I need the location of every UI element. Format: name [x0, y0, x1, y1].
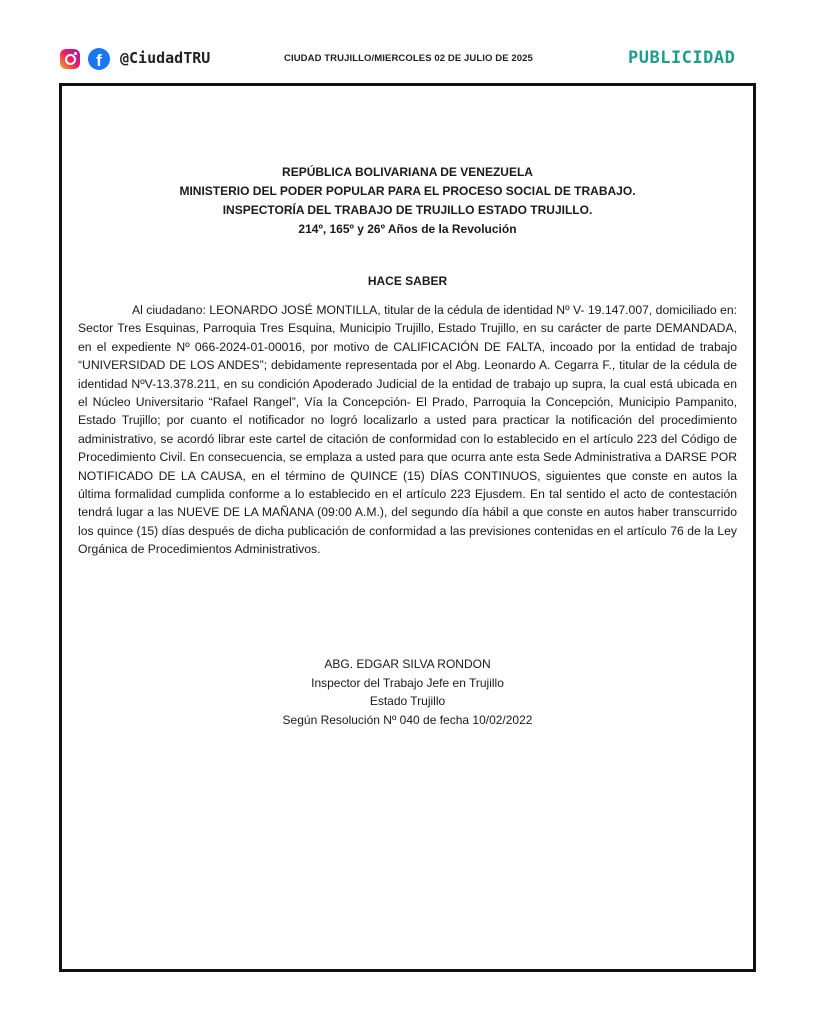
notice-header — [62, 163, 753, 239]
facebook-icon[interactable]: f — [88, 48, 110, 70]
header-line-republic: REPÚBLICA BOLIVARIANA DE VENEZUELA — [282, 165, 533, 179]
header-line-years: 214º, 165º y 26º Años de la Revolución — [298, 222, 517, 236]
notice-body: Al ciudadano: LEONARDO JOSÉ MONTILLA, titular de la cédula de identidad Nº V- 19.147.007, domiciliado en: Sector Tres Esquinas, Parroquia Tres Esquina, Municipio Trujillo, Estado Trujillo, en su carácter de parte DEMANDADA, en el expediente Nº 066-2024-01-00016, por motivo de CALIFICACIÓN DE FALTA, incoado por la entidad de trabajo “UNIVERSIDAD DE LOS ANDES”; debidamente representada por el Abg. Leonardo A. Cegarra F., titular de la cédula de identidad NºV-13.378.211, en su condición Apoderado Judicial de la entidad de trabajo up supra, la cual está ubicada en el Núcleo Universitario “Rafael Rangel”, Vía la Concepción- El Prado, Parroquia la Concepción, Municipio Pampanito, Estado Trujillo; por cuanto el notificador no logró localizarlo a usted para practicar la notificación del procedimiento administrativo, se acordó librar este cartel de citación de conformidad con lo establecido en el artículo 223 del Código de Procedimiento Civil. En consecuencia, se emplaza a usted para que ocurra ante esta Sede Administrativa a DARSE POR NOTIFICADO DE LA CAUSA, en el término de QUINCE (15) DÍAS CONTINUOS, siguientes que conste en autos la última formalidad cumplida conforme a lo establecido en el artículo 223 Ejusdem. En tal sentido el acto de contestación tendrá lugar a las NUEVE DE LA MAÑANA (09:00 A.M.), del segundo día hábil a que conste en autos haber transcurrido los quince (15) días después de dicha publicación de conformidad a las previsiones contenidas en el artículo 76 de la Ley Orgánica de Procedimientos Administrativos. — [78, 303, 737, 557]
signatory-resolution: Según Resolución Nº 040 de fecha 10/02/2022 — [282, 712, 533, 727]
header-line-ministry: MINISTERIO DEL PODER POPULAR PARA EL PROCESO SOCIAL DE TRABAJO. — [179, 184, 636, 198]
section-label: PUBLICIDAD — [628, 48, 736, 68]
instagram-icon-flash — [74, 52, 77, 55]
signatory-state: Estado Trujillo — [369, 694, 446, 708]
header-line-inspectorate: INSPECTORÍA DEL TRABAJO DE TRUJILLO ESTADO TRUJILLO. — [222, 203, 593, 217]
newspaper-header — [0, 0, 819, 80]
dateline: CIUDAD TRUJILLO/MIERCOLES 02 DE JULIO DE 2025 — [284, 53, 533, 64]
signature-block — [62, 655, 753, 729]
signatory-title: Inspector del Trabajo Jefe en Trujillo — [311, 675, 504, 690]
instagram-icon[interactable] — [60, 49, 80, 69]
signatory-name: ABG. EDGAR SILVA RONDON — [324, 657, 491, 671]
social-handle: @CiudadTRU — [120, 49, 211, 67]
notice-title: HACE SABER — [367, 274, 448, 288]
instagram-icon-lens — [65, 54, 76, 65]
